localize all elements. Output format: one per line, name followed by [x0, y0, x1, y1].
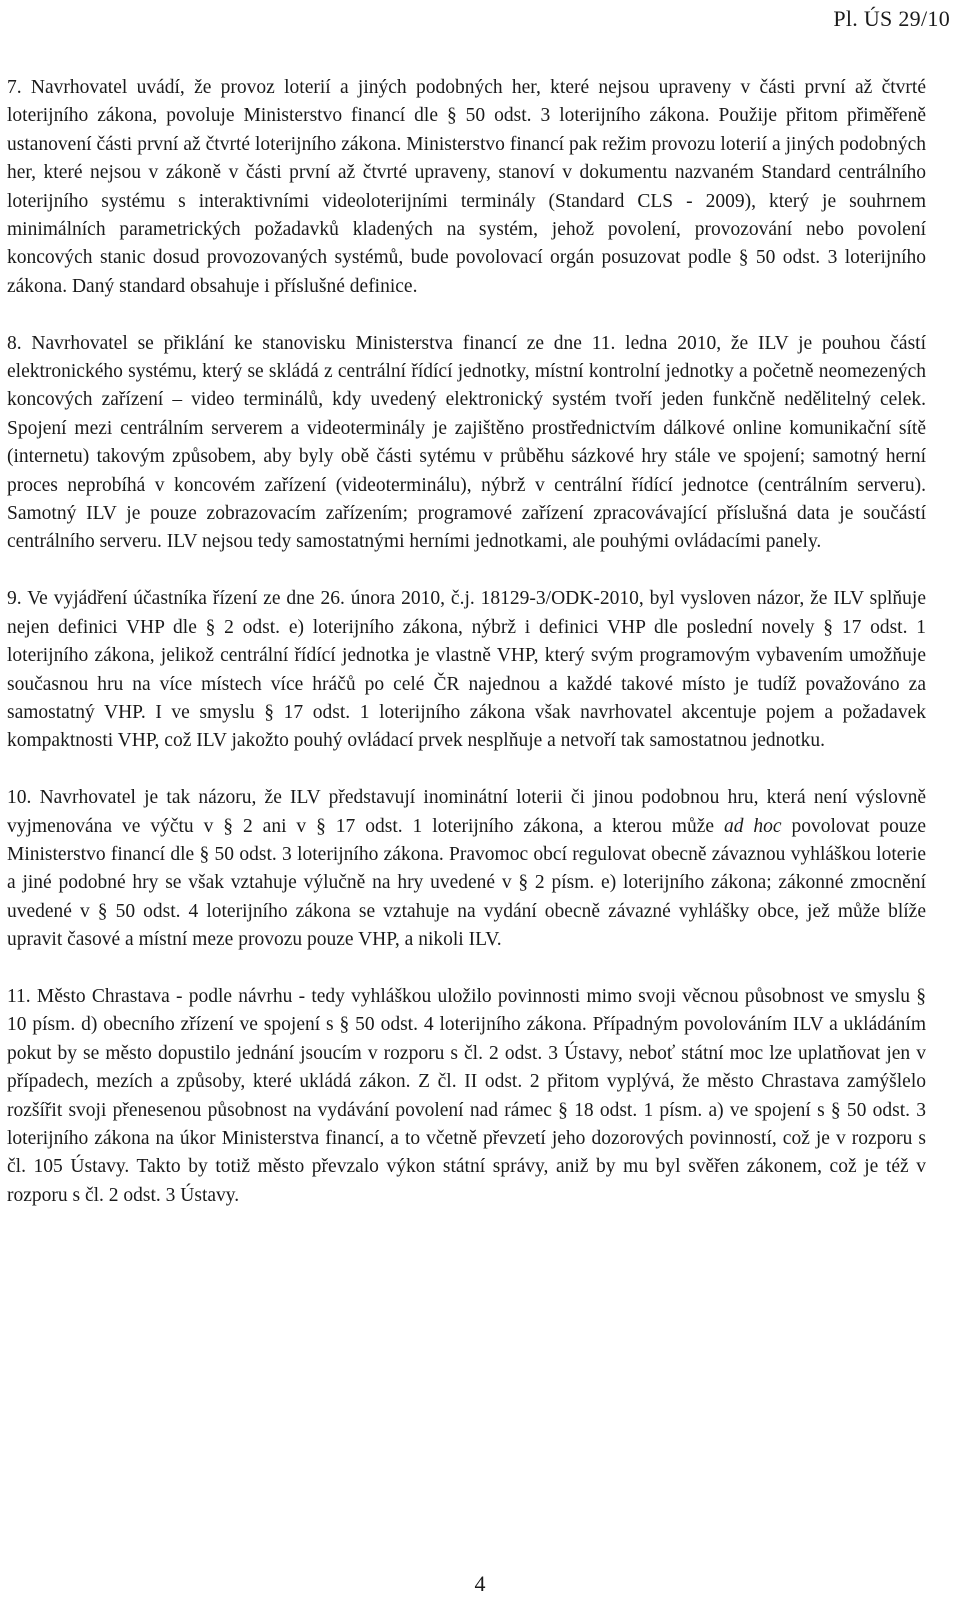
paragraph-10-italic: ad hoc — [723, 815, 782, 837]
document-body — [7, 74, 926, 1239]
paragraph-7: 7. Navrhovatel uvádí, že provoz loterií a jiných podobných her, které nejsou upraveny v části první až čtvrté loterijního zákona, povoluje Ministerstvo financí dle § 50 odst. 3 loterijního zákona. Použije přitom přiměřeně ustanovení části první až čtvrté loterijního zákona. Ministerstvo financí pak režim provozu loterií a jiných podobných her, které nejsou v zákoně v části první až čtvrté upraveny, stanoví v dokumentu nazvaném Standard centrálního loterijního systému s interaktivními videoloterijními terminály (Standard CLS - 2009), který je souhrnem minimálních parametrických požadavků kladených na systém, jehož povolení, provozování nebo povolení koncových stanic dosud provozovaných systémů, bude povolovací orgán posuzovat podle § 50 odst. 3 loterijního zákona. Daný standard obsahuje i příslušné definice. — [7, 77, 926, 297]
paragraph-8: 8. Navrhovatel se přiklání ke stanovisku Ministerstva financí ze dne 11. ledna 2010, že ILV je pouhou částí elektronického systému, který se skládá z centrální řídící jednotky, místní kontrolní jednotky a početně neomezených koncových zařízení – video terminálů, kdy uvedený elektronický systém tvoří jeden funkčně nedělitelný celek. Spojení mezi centrálním serverem a videoterminály je zajištěno prostřednictvím dálkové online komunikační sítě (internetu) takovým způsobem, aby byly obě části sytému v průběhu sázkové hry stále ve spojení; samotný herní proces neprobíhá v koncovém zařízení (videoterminálu), nýbrž v centrální řídící jednotce (centrálním serveru). Samotný ILV je pouze zobrazovacím zařízením; programové zařízení zpracovávající příslušná data je součástí centrálního serveru. ILV nejsou tedy samostatnými herními jednotkami, ale pouhými ovládacími panely. — [7, 332, 926, 553]
document-reference: Pl. ÚS 29/10 — [833, 6, 950, 31]
paragraph-10-part-1: 10. Navrhovatel je tak názoru, že ILV představují inominátní loterii či jinou podobnou hru, která není výslovně vyjmenována ve výčtu v § 2 ani v § 17 odst. 1 loterijního zákona, a kterou může — [7, 787, 926, 837]
page-number: 4 — [474, 1571, 486, 1596]
paragraph-10 — [7, 784, 926, 954]
paragraph-10-part-2: povolovat pouze Ministerstvo financí dle § 50 odst. 3 loterijního zákona. Pravomoc obcí regulovat obecně závaznou vyhláškou loterie a jiné podobné hry se však vztahuje výlučně na hry uvedené v § 2 písm. e) loterijního zákona; zákonné zmocnění uvedené v § 50 odst. 4 loterijního zákona se vztahuje na vydání obecně závazné vyhlášky obce, jež může blíže upravit časové a místní meze provozu pouze VHP, a nikoli ILV. — [7, 815, 926, 951]
paragraph-9: 9. Ve vyjádření účastníka řízení ze dne 26. února 2010, č.j. 18129-3/ODK-2010, byl vysloven názor, že ILV splňuje nejen definici VHP dle § 2 odst. e) loterijního zákona, nýbrž i definici VHP dle poslední novely § 17 odst. 1 loterijního zákona, jelikož centrální řídící jednotka je vlastně VHP, který svým programovým vybavením umožňuje současnou hru na více místech více hráčů po celé ČR najednou a každé takové místo je tudíž považováno za samostatný VHP. I ve smyslu § 17 odst. 1 loterijního zákona však navrhovatel akcentuje pojem a požadavek kompaktnosti VHP, což ILV jakožto pouhý ovládací prvek nesplňuje a netvoří tak samostatnou jednotku. — [7, 588, 926, 752]
paragraph-11: 11. Město Chrastava - podle návrhu - tedy vyhláškou uložilo povinnosti mimo svoji věcnou působnost ve smyslu § 10 písm. d) obecního zřízení ve spojení s § 50 odst. 4 loterijního zákona. Případným povolováním ILV a ukládáním pokut by se město dopustilo jednání jsoucím v rozporu s čl. 2 odst. 3 Ústavy, neboť státní moc lze uplatňovat jen v případech, mezích a způsoby, které ukládá zákon. Z čl. II odst. 2 přitom vyplývá, že město Chrastava zamýšlelo rozšířit svoji přenesenou působnost na vydávání povolení nad rámec § 18 odst. 1 písm. a) ve spojení s § 50 odst. 3 loterijního zákona na úkor Ministerstva financí, a to včetně převzetí jeho dozorových povinností, což je v rozporu s čl. 105 Ústavy. Takto by totiž město převzalo výkon státní správy, aniž by mu byl svěřen zákonem, což je též v rozporu s čl. 2 odst. 3 Ústavy. — [7, 985, 926, 1206]
